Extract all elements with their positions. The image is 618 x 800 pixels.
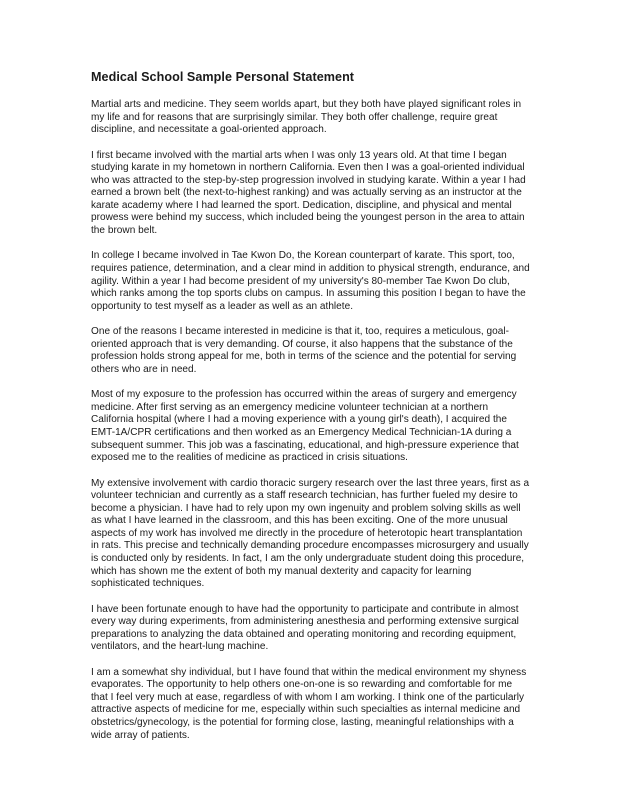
paragraph-exposure: Most of my exposure to the profession has occurred within the areas of surgery and emergency medicine. After first serving as an emergency medicine volunteer technician at a northern California hospital (where I had a moving experience with a young girl's death), I acquired the EMT-1A/CPR certifications and then worked as an Emergency Medical Technician-1A during a subsequent summer. This job was a fascinating, educational, and high-pressure experience that exposed me to the realities of medicine as practiced in crisis situations. [91,389,519,464]
paragraph-karate: I first became involved with the martial arts when I was only 13 years old. At that time I began studying karate in my hometown in northern California. Even then I was a goal-oriented individual who was attracted to the step-by-step progression involved in studying karate. Within a year I had earned a brown belt (the next-to-highest ranking) and was actually serving as an instructor at the karate academy where I had learned the sport. Dedication, discipline, and physical and mental prowess were behind my success, which included being the youngest person in the area to attain the brown belt. [91,149,526,236]
paragraph-interest-medicine: One of the reasons I became interested in medicine is that it, too, requires a meticulous, goal-oriented approach that is very demanding. Of course, it also happens that the substance of the profession holds strong appeal for me, both in terms of the science and the potential for serving others who are in need. [91,326,517,375]
paragraph-personality: I am a somewhat shy individual, but I have found that within the medical environment my shyness evaporates. The opportunity to help others one-on-one is so rewarding and comfortable for me that I feel very much at ease, regardless of with whom I am working. I think one of the particularly attractive aspects of medicine for me, especially within such specialties as internal medicine and obstetrics/gynecology, is the potential for forming close, lasting, meaningful relationships with a wide array of patients. [91,666,527,741]
paragraph-tae-kwon-do: In college I became involved in Tae Kwon Do, the Korean counterpart of karate. This sport, too, requires patience, determination, and a clear mind in addition to physical strength, endurance, and agility. Within a year I had become president of my university's 80-member Tae Kwon Do club, which ranks among the top sports clubs on campus. In assuming this position I began to have the opportunity to test myself as a leader as well as an athlete. [91,250,530,312]
paragraph-research: My extensive involvement with cardio thoracic surgery research over the last three years, first as a volunteer technician and currently as a staff research technician, has further fueled my desire to become a physician. I have had to rely upon my own ingenuity and problem solving skills as well as what I have learned in the classroom, and this has been exciting. One of the more unusual aspects of my work has involved me directly in the procedure of heterotopic heart transplantation in rats. This precise and technically demanding procedure encompasses microsurgery and usually is conducted only by residents. In fact, I am the only undergraduate student doing this procedure, which has shown me the extent of both my manual dexterity and capacity for learning sophisticated techniques. [91,477,530,590]
document-title: Medical School Sample Personal Statement [91,70,355,84]
document-page [91,70,531,742]
paragraph-experiments: I have been fortunate enough to have had the opportunity to participate and contribute in almost every way during experiments, from administering anesthesia and performing extensive surgical preparations to analyzing the data obtained and operating monitoring and recording equipment, ventilators, and the heart-lung machine. [91,603,519,653]
paragraph-intro: Martial arts and medicine. They seem worlds apart, but they both have played significant roles in my life and for reasons that are surprisingly similar. They both offer challenge, require great discipline, and necessitate a goal-oriented approach. [91,99,522,136]
